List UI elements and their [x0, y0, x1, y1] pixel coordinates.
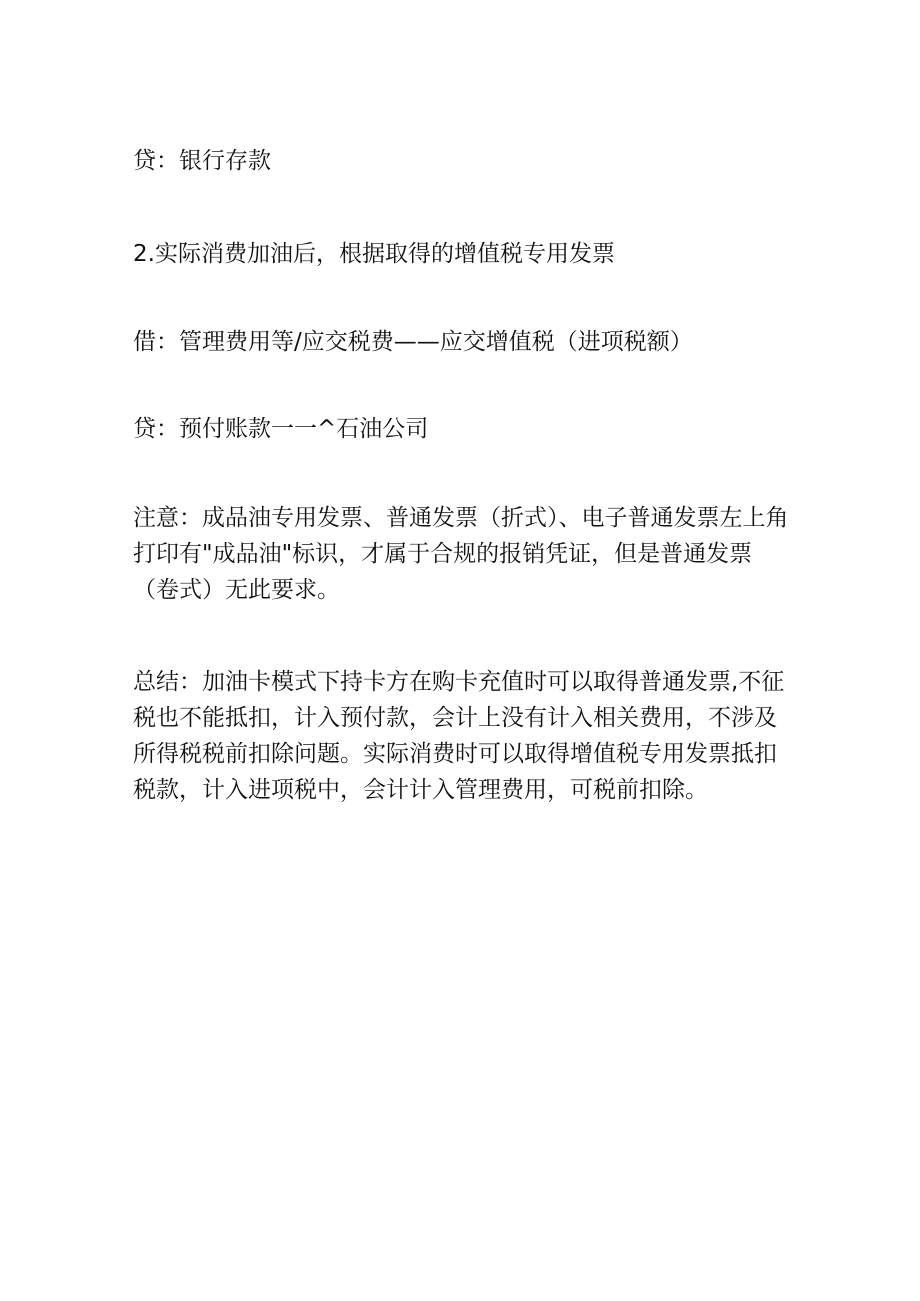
note-paragraph: 注意：成品油专用发票、普通发票（折式）、电子普通发票左上角打印有"成品油"标识，才属于合规的报销凭证，但是普通发票（卷式）无此要求。: [133, 505, 789, 603]
summary-paragraph: 总结：加油卡模式下持卡方在购卡充值时可以取得普通发票,不征税也不能抵扣，计入预付款，会计上没有计入相关费用，不涉及所得税税前扣除问题。实际消费时可以取得增值税专用发票抵扣税款，计入进项税中，会计计入管理费用，可税前扣除。: [133, 669, 785, 803]
credit-prepaid-line: 贷：预付账款一一^石油公司: [133, 416, 429, 442]
credit-bank-deposit-line: 贷：银行存款: [133, 148, 271, 174]
document-body: [133, 144, 795, 808]
debit-entry-line: 借：管理费用等/应交税费——应交增值税（进项税额）: [133, 329, 693, 355]
step-2-heading: 2.实际消费加油后，根据取得的增值税专用发票: [133, 241, 615, 267]
